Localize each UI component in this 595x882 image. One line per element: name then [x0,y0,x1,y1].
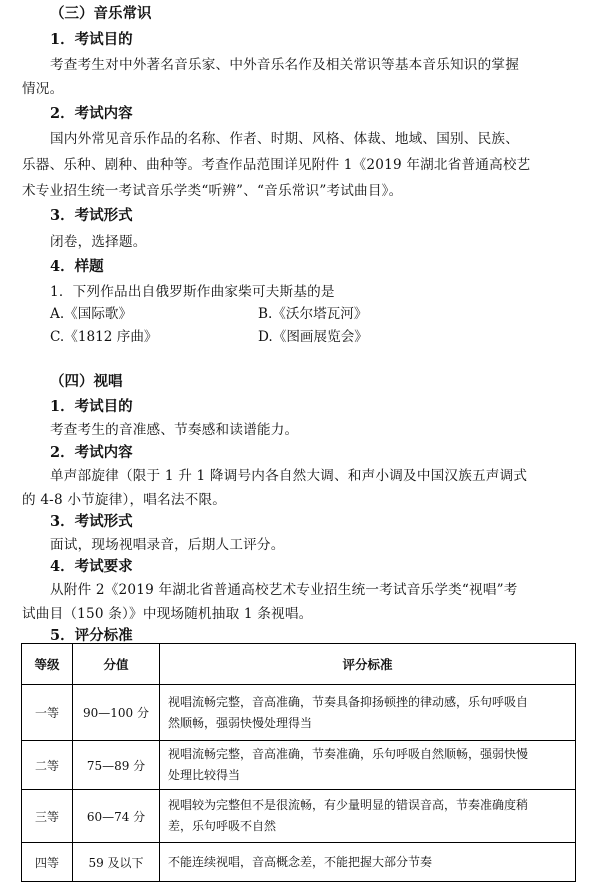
table-header-row [22,644,576,685]
criteria-line: 视唱较为完整但不是很流畅，有少量明显的错误音高，节奏准确度稍 [168,798,529,812]
grade-cell: 二等 [22,741,73,790]
score-cell: 59 及以下 [73,843,160,882]
grade-cell: 四等 [22,843,73,882]
section-4-heading-format: 3．考试形式 [50,513,133,530]
criteria-line: 然顺畅，强弱快慢处理得当 [168,715,313,730]
criteria-cell [160,685,576,741]
criteria-line: 视唱流畅完整，音高准确，节奏准确，乐句呼吸自然顺畅，强弱快慢 [168,747,529,761]
criteria-cell [160,741,576,790]
table-row [22,741,576,790]
section-3-purpose-text-2: 情况。 [22,81,64,97]
table-header-score: 分值 [73,644,160,685]
section-3-heading-sample: 4．样题 [50,258,104,275]
score-cell: 60—74 分 [73,790,160,843]
table-row [22,843,576,882]
option-c: C.《1812 序曲》 [50,329,158,345]
section-3-content-text-2: 乐器、乐种、剧种、曲种等。考查作品范围详见附件 1《2019 年湖北省普通高校艺 [22,157,531,173]
section-3-heading-format: 3．考试形式 [50,207,133,224]
criteria-cell [160,790,576,843]
section-3-heading-content: 2．考试内容 [50,105,133,122]
score-cell: 90—100 分 [73,685,160,741]
section-4-purpose-text: 考查考生的音准感、节奏感和读谱能力。 [50,422,299,438]
criteria-line: 不能连续视唱，音高概念差，不能把握大部分节奏 [168,854,433,869]
option-a: A.《国际歌》 [50,306,133,322]
criteria-cell [160,843,576,882]
criteria-line: 视唱流畅完整，音高准确，节奏具备抑扬顿挫的律动感，乐句呼吸自 [168,694,529,709]
option-d: D.《图画展览会》 [258,329,368,345]
grade-cell: 一等 [22,685,73,741]
table-header-grade: 等级 [22,644,73,685]
section-4-requirements-text-1: 从附件 2《2019 年湖北省普通高校艺术专业招生统一考试音乐学类“视唱”考 [50,582,518,598]
sample-question: 1．下列作品出自俄罗斯作曲家柴可夫斯基的是 [50,284,335,300]
section-4-title: （四）视唱 [50,373,123,390]
section-4-format-text: 面试，现场视唱录音，后期人工评分。 [50,537,285,553]
section-3-title: （三）音乐常识 [50,5,152,22]
section-3-content-text-1: 国内外常见音乐作品的名称、作者、时期、风格、体裁、地域、国别、民族、 [50,131,519,147]
section-4-heading-purpose: 1．考试目的 [50,398,133,415]
criteria-line: 差，乐句呼吸不自然 [168,819,277,833]
section-4-heading-requirements: 4．考试要求 [50,558,133,575]
table-row [22,790,576,843]
section-4-content-text-2: 的 4-8 小节旋律），唱名法不限。 [22,492,227,508]
grade-cell: 三等 [22,790,73,843]
score-cell: 75—89 分 [73,741,160,790]
table-row [22,685,576,741]
section-3-purpose-text-1: 考查考生对中外著名音乐家、中外音乐名作及相关常识等基本音乐知识的掌握 [50,57,519,73]
criteria-line: 处理比较得当 [168,768,241,782]
section-4-heading-content: 2．考试内容 [50,444,133,461]
section-3-heading-purpose: 1．考试目的 [50,31,133,48]
option-b: B.《沃尔塔瓦河》 [258,306,368,322]
section-4-content-text-1: 单声部旋律（限于 1 升 1 降调号内各自然大调、和声小调及中国汉族五声调式 [50,468,528,484]
section-3-format-text: 闭卷，选择题。 [50,234,147,250]
scoring-table [21,643,576,882]
section-3-content-text-3: 术专业招生统一考试音乐学类“听辨”、“音乐常识”考试曲目》。 [22,183,403,199]
section-4-heading-scoring: 5．评分标准 [50,627,133,644]
section-4-requirements-text-2: 试曲目（150 条）》中现场随机抽取 1 条视唱。 [22,606,313,622]
table-header-criteria: 评分标准 [160,644,576,685]
